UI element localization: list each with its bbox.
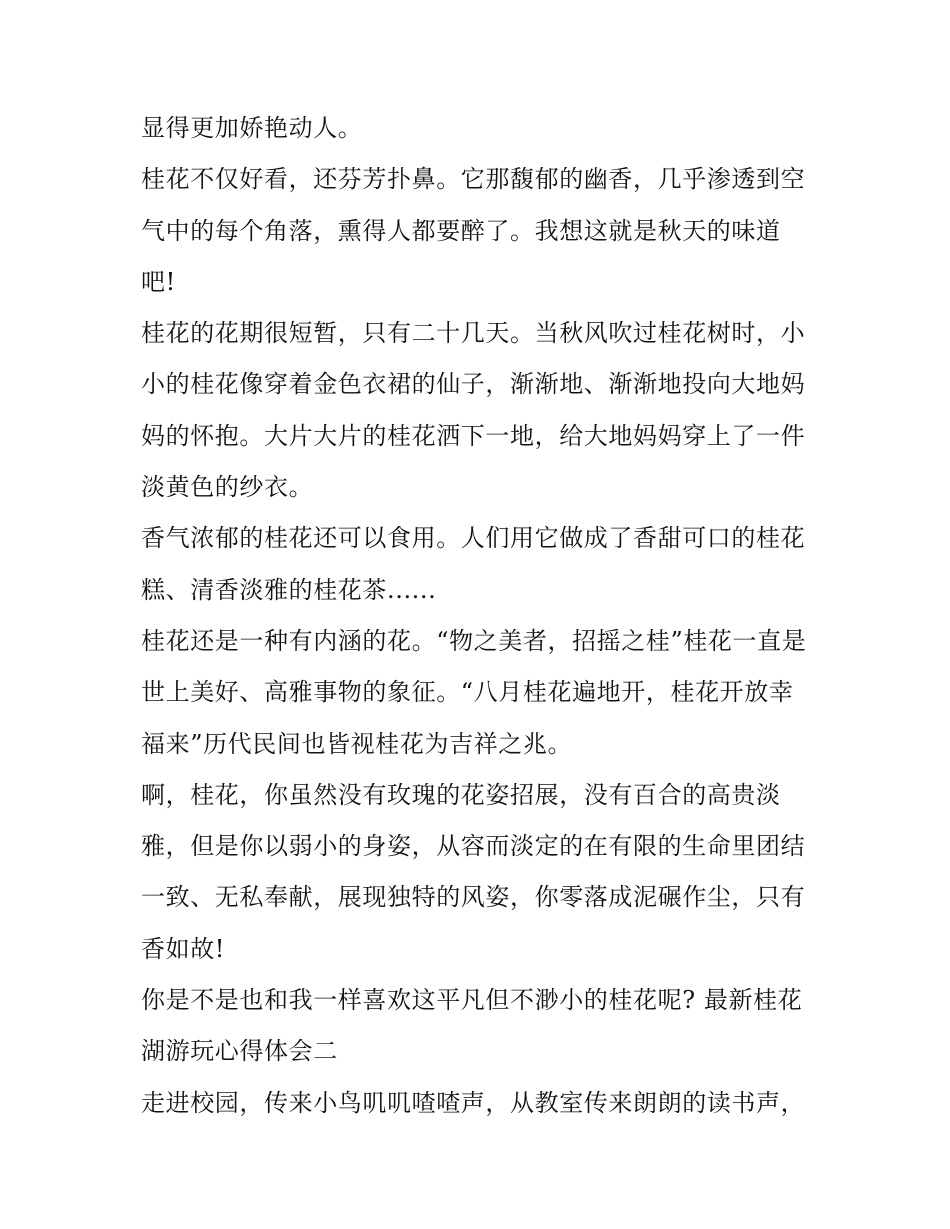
text-line: 气中的每个角落，熏得人都要醉了。我想这就是秋天的味道: [141, 216, 781, 245]
text-line: 吧!: [141, 267, 176, 296]
text-line: 啊，桂花，你虽然没有玫瑰的花姿招展，没有百合的高贵淡: [141, 780, 781, 809]
text-line: 一致、无私奉献，展现独特的风姿，你零落成泥碾作尘，只有: [141, 883, 806, 912]
text-line: 妈的怀抱。大片大片的桂花洒下一地，给大地妈妈穿上了一件: [141, 421, 806, 450]
text-line: 桂花不仅好看，还芬芳扑鼻。它那馥郁的幽香，几乎渗透到空: [141, 165, 806, 194]
text-line: 福来”历代民间也皆视桂花为吉祥之兆。: [141, 729, 573, 758]
text-line: 你是不是也和我一样喜欢这平凡但不渺小的桂花呢? 最新桂花: [141, 986, 803, 1015]
text-line: 显得更加娇艳动人。: [141, 114, 363, 142]
text-line: 世上美好、高雅事物的象征。“八月桂花遍地开，桂花开放幸: [141, 678, 794, 707]
text-line: 桂花还是一种有内涵的花。“物之美者，招摇之桂”桂花一直是: [141, 626, 807, 655]
text-line: 桂花的花期很短暂，只有二十几天。当秋风吹过桂花树时，小: [141, 319, 806, 348]
text-line: 走进校园，传来小鸟叽叽喳喳声，从教室传来朗朗的读书声，: [141, 1088, 806, 1117]
text-line: 湖游玩心得体会二: [141, 1037, 338, 1066]
text-line: 小的桂花像穿着金色衣裙的仙子，渐渐地、渐渐地投向大地妈: [141, 370, 806, 399]
text-line: 香气浓郁的桂花还可以食用。人们用它做成了香甜可口的桂花: [141, 524, 806, 553]
text-line: 香如故!: [141, 934, 226, 963]
text-line: 淡黄色的纱衣。: [141, 473, 314, 502]
document-body: [141, 103, 821, 1129]
text-line: 糕、清香淡雅的桂花茶......: [141, 575, 437, 604]
text-line: 雅，但是你以弱小的身姿，从容而淡定的在有限的生命里团结: [141, 832, 806, 861]
